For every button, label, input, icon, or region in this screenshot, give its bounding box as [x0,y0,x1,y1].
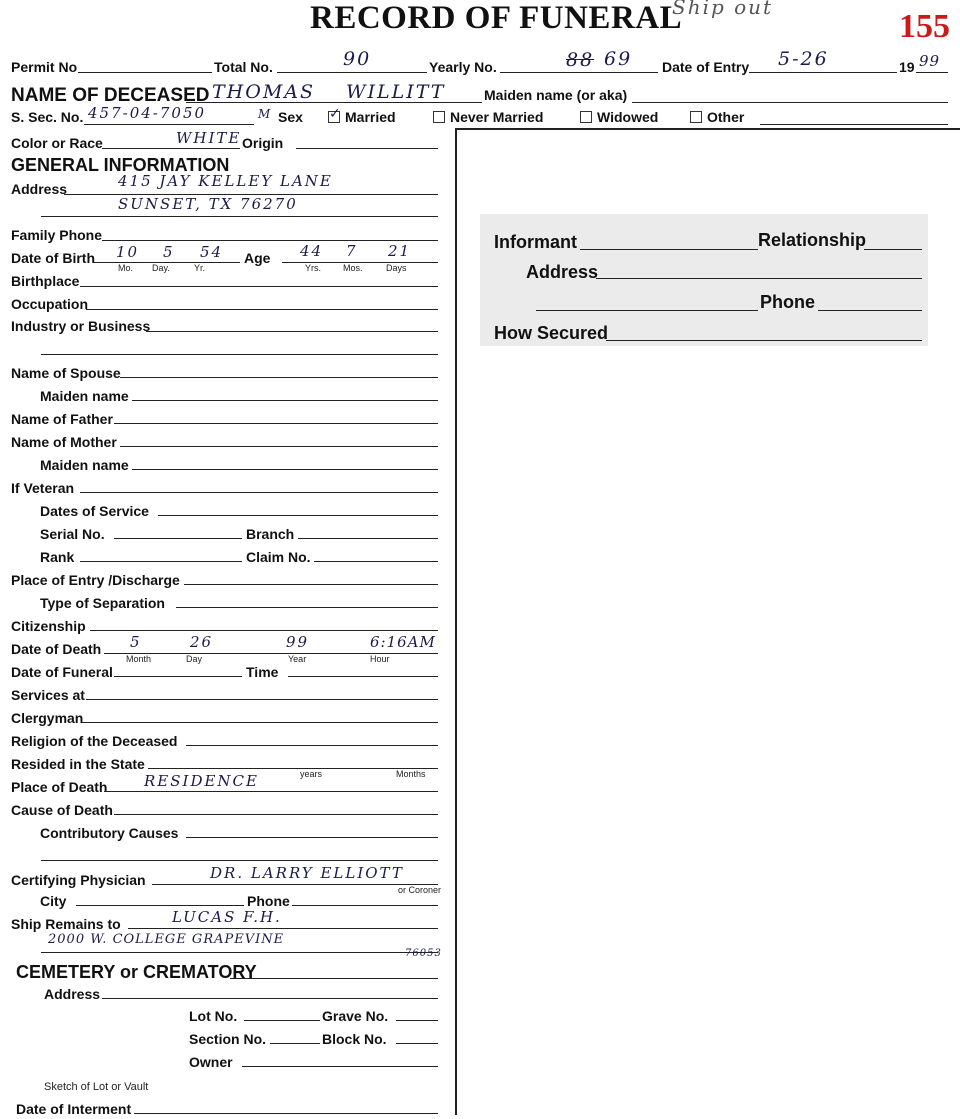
rank-field[interactable] [80,561,242,562]
dob-label: Date of Birth [11,250,95,266]
informant-field[interactable] [580,249,758,250]
column-divider [455,130,457,1115]
birthplace-label: Birthplace [11,273,80,289]
origin-field[interactable] [296,148,438,149]
entry-label: Date of Entry [662,59,750,75]
resided-field[interactable] [148,768,438,769]
cemetery-address-field[interactable] [102,998,438,999]
resided-label: Resided in the State [11,756,145,772]
dob-sub-yr: Yr. [194,263,206,273]
serial-label: Serial No. [40,526,105,542]
physician-field[interactable] [152,884,438,885]
general-info-heading: GENERAL INFORMATION [11,155,230,175]
other-field[interactable] [760,124,948,125]
origin-label: Origin [242,135,284,151]
race-value: WHITE [176,129,242,147]
spouse-field[interactable] [120,377,438,378]
sex-value: M [258,107,273,121]
dod-label: Date of Death [11,641,102,657]
lot-label: Lot No. [189,1008,238,1024]
occupation-label: Occupation [11,296,89,312]
separation-field[interactable] [176,607,438,608]
section-rule [455,128,960,130]
citizenship-field[interactable] [90,630,438,631]
religion-field[interactable] [186,745,438,746]
cause-field[interactable] [114,814,438,815]
informant-label: Informant [494,232,577,252]
informant-phone-label: Phone [760,292,816,312]
funeral-date-label: Date of Funeral [11,664,113,680]
cemetery-address-label: Address [44,986,101,1002]
how-secured-field[interactable] [606,340,922,341]
industry-field[interactable] [146,331,438,332]
other-label: Other [707,109,745,125]
maiden-aka-label: Maiden name (or aka) [484,87,628,103]
permit-field[interactable] [78,72,212,73]
race-label: Color or Race [11,135,103,151]
address-line-2: SUNSET, TX 76270 [118,195,298,213]
dod-sub-month: Month [126,654,152,664]
relationship-field[interactable] [864,249,922,250]
dod-month: 5 [130,633,142,651]
resided-sub-months: Months [396,769,426,779]
ship-zip: 76053 [405,948,442,959]
mother-maiden-label: Maiden name [40,457,129,473]
city-label: City [40,893,67,909]
widowed-option[interactable] [580,110,658,124]
industry-field-2[interactable] [41,354,438,355]
age-label: Age [244,250,271,266]
section-label: Section No. [189,1031,267,1047]
cause-label: Cause of Death [11,802,113,818]
ssn-field[interactable] [84,124,254,125]
physician-label: Certifying Physician [11,872,146,888]
entry-discharge-field[interactable] [184,584,438,585]
dob-day: 5 [163,243,175,261]
spouse-maiden-field[interactable] [132,400,438,401]
ssn-value: 457-04-7050 [88,104,207,122]
first-name-value: THOMAS [212,81,316,103]
dob-sub-day: Day. [152,263,170,273]
dod-sub-day: Day [186,654,203,664]
never-married-option[interactable] [433,110,543,124]
contributory-label: Contributory Causes [40,825,179,841]
funeral-time-label: Time [246,664,279,680]
ship-label: Ship Remains to [11,916,121,932]
entry-value: 5-26 [778,48,829,70]
other-option[interactable] [690,110,744,124]
resided-sub-years: years [300,769,323,779]
rank-label: Rank [40,549,75,565]
total-field[interactable] [277,72,427,73]
sketch-label: Sketch of Lot or Vault [44,1081,149,1093]
physician-value: DR. LARRY ELLIOTT [210,864,404,882]
ship-out-note: Ship out [672,0,774,19]
funeral-time-field[interactable] [288,676,438,677]
married-option[interactable] [328,110,396,124]
dob-month: 10 [116,243,140,261]
total-value: 90 [343,48,372,70]
mother-field[interactable] [120,446,438,447]
city-field[interactable] [76,905,244,906]
sex-label: Sex [278,109,303,125]
year-field[interactable] [916,72,948,73]
separation-label: Type of Separation [40,595,165,611]
service-dates-label: Dates of Service [40,503,149,519]
owner-field[interactable] [242,1066,438,1067]
race-field[interactable] [102,148,240,149]
cemetery-field[interactable] [230,978,438,979]
service-dates-field[interactable] [158,515,438,516]
occupation-field[interactable] [86,309,438,310]
name-label: NAME OF DECEASED [11,85,210,106]
mother-maiden-field[interactable] [132,469,438,470]
dod-hour: 6:16AM [370,633,436,651]
informant-phone-field[interactable] [818,310,922,311]
informant-address-label: Address [526,262,599,282]
spouse-maiden-label: Maiden name [40,388,129,404]
maiden-aka-field[interactable] [632,102,948,103]
cemetery-heading: CEMETERY or CREMATORY [16,962,257,982]
veteran-label: If Veteran [11,480,75,496]
father-field[interactable] [114,423,438,424]
entry-field[interactable] [749,72,897,73]
dod-year: 99 [286,633,310,651]
family-phone-label: Family Phone [11,227,103,243]
address-line-1: 415 JAY KELLEY LANE [118,172,333,190]
age-years: 44 [300,242,324,260]
year-value: 99 [919,52,941,70]
place-of-death-field[interactable] [104,791,438,792]
phone-label: Phone [247,893,290,909]
form-title: RECORD OF FUNERAL [310,0,683,36]
interment-field[interactable] [134,1113,438,1114]
spouse-label: Name of Spouse [11,365,121,381]
ship-field[interactable] [128,928,438,929]
block-label: Block No. [322,1031,387,1047]
clergyman-field[interactable] [82,722,438,723]
contributory-field-2[interactable] [41,860,438,861]
yearly-struck-value: 88 [566,49,595,71]
family-phone-field[interactable] [102,240,438,241]
entry-discharge-label: Place of Entry /Discharge [11,572,180,588]
dod-sub-year: Year [288,654,307,664]
address-label: Address [11,181,68,197]
services-field[interactable] [86,699,438,700]
age-months: 7 [346,242,358,260]
branch-label: Branch [246,526,295,542]
yearly-value: 69 [604,48,633,70]
married-checkbox[interactable] [328,111,340,123]
dod-day: 26 [190,633,214,651]
mother-label: Name of Mother [11,434,117,450]
contributory-field[interactable] [186,837,438,838]
age-sub-mos: Mos. [343,263,363,273]
ship-field-2[interactable] [41,952,438,953]
block-field[interactable] [396,1043,438,1044]
dob-sub-mo: Mo. [118,263,134,273]
phone-field[interactable] [292,905,438,906]
services-label: Services at [11,687,85,703]
total-label: Total No. [214,59,273,75]
widowed-checkbox[interactable] [580,111,592,123]
funeral-date-field[interactable] [114,676,242,677]
permit-label: Permit No [11,59,78,75]
father-label: Name of Father [11,411,113,427]
address-field-2[interactable] [41,216,438,217]
dob-year: 54 [200,243,224,261]
serial-field[interactable] [114,538,242,539]
how-secured-label: How Secured [494,323,609,343]
informant-address-field[interactable] [596,278,922,279]
industry-label: Industry or Business [11,318,151,334]
interment-label: Date of Interment [16,1101,132,1117]
owner-label: Owner [189,1054,233,1070]
age-sub-days: Days [386,263,407,273]
ship-line-2: 2000 W. COLLEGE GRAPEVINE [48,932,285,947]
ssn-label: S. Sec. No. [11,109,84,125]
relationship-label: Relationship [758,230,867,250]
claim-field[interactable] [314,561,438,562]
age-sub-yrs: Yrs. [305,263,322,273]
married-label: Married [345,109,396,125]
birthplace-field[interactable] [80,286,438,287]
section-field[interactable] [270,1043,320,1044]
grave-label: Grave No. [322,1008,389,1024]
yearly-field[interactable] [500,72,658,73]
year-prefix: 19 [899,59,915,75]
religion-label: Religion of the Deceased [11,733,178,749]
veteran-field[interactable] [80,492,438,493]
ship-line-1: LUCAS F.H. [172,908,282,926]
place-of-death-label: Place of Death [11,779,108,795]
clergyman-label: Clergyman [11,710,84,726]
widowed-label: Widowed [597,109,659,125]
page-number: 155 [899,8,950,45]
other-checkbox[interactable] [690,111,702,123]
never-married-checkbox[interactable] [433,111,445,123]
lot-field[interactable] [244,1020,320,1021]
citizenship-label: Citizenship [11,618,86,634]
dod-sub-hour: Hour [370,654,390,664]
yearly-label: Yearly No. [429,59,497,75]
never-married-label: Never Married [450,109,544,125]
claim-label: Claim No. [246,549,311,565]
place-of-death-value: RESIDENCE [144,772,259,790]
coroner-sub: or Coroner [398,885,442,895]
last-name-value: WILLITT [346,81,446,103]
informant-address-field-2[interactable] [536,310,758,311]
grave-field[interactable] [396,1020,438,1021]
informant-panel [480,214,928,346]
branch-field[interactable] [298,538,438,539]
age-days: 21 [388,242,412,260]
